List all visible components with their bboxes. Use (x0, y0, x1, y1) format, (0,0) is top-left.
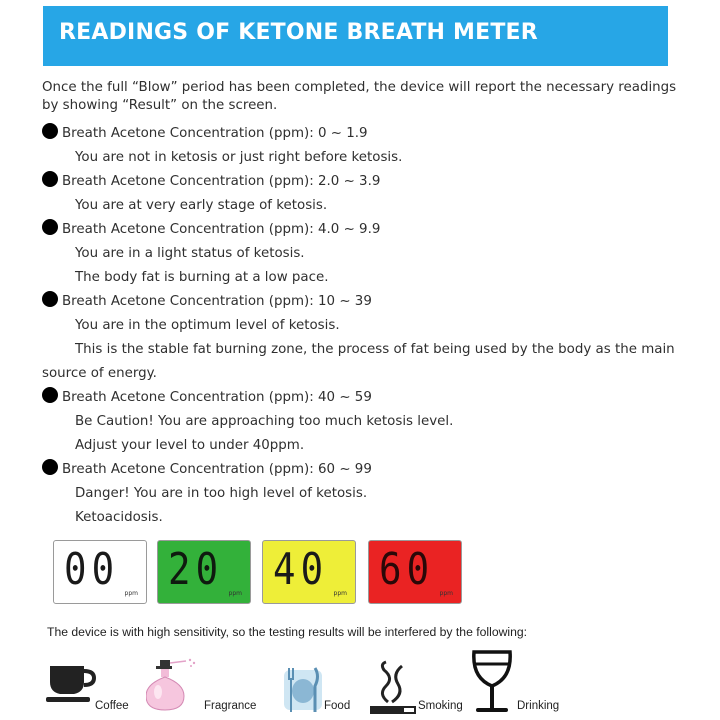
reading-line: You are at very early stage of ketosis. (75, 198, 328, 213)
display-unit: ppm (439, 590, 453, 597)
bullet-icon (42, 171, 58, 187)
cigarette-icon (368, 660, 418, 716)
reading-line: Ketoacidosis. (75, 510, 163, 525)
display-digits: 40 (273, 544, 329, 595)
perfume-bottle-icon (146, 656, 204, 712)
sensitivity-notice: The device is with high sensitivity, so the testing results will be interfered by the following: (47, 625, 528, 639)
lcd-display-00 (53, 540, 147, 604)
reading-line: Adjust your level to under 40ppm. (75, 438, 305, 453)
reading-label: Breath Acetone Concentration (ppm): 60 ~ 99 (62, 462, 372, 477)
reading-label: Breath Acetone Concentration (ppm): 40 ~ 59 (62, 390, 372, 405)
reading-item (42, 458, 682, 530)
reading-line: The body fat is burning at a low pace. (75, 270, 329, 285)
reading-item (42, 122, 682, 170)
wine-glass-icon (470, 648, 514, 718)
interference-label-coffee: Coffee (95, 700, 129, 712)
lcd-display-20 (157, 540, 251, 604)
bullet-icon (42, 459, 58, 475)
bullet-icon (42, 219, 58, 235)
bullet-icon (42, 387, 58, 403)
display-digits: 60 (379, 544, 435, 595)
coffee-cup-icon (46, 660, 98, 706)
page-title: READINGS OF KETONE BREATH METER (59, 20, 538, 45)
lcd-display-60 (368, 540, 462, 604)
display-unit: ppm (228, 590, 242, 597)
reading-line: You are not in ketosis or just right before ketosis. (75, 150, 403, 165)
display-digits: 00 (64, 544, 120, 595)
reading-item (42, 290, 682, 386)
reading-label: Breath Acetone Concentration (ppm): 0 ~ 1.9 (62, 126, 368, 141)
interference-label-fragrance: Fragrance (204, 700, 257, 712)
reading-label: Breath Acetone Concentration (ppm): 10 ~ 39 (62, 294, 372, 309)
bullet-icon (42, 123, 58, 139)
reading-line: This is the stable fat burning zone, the process of fat being used by the body as the main (75, 342, 675, 357)
reading-item (42, 218, 682, 290)
bullet-icon (42, 291, 58, 307)
reading-line: Be Caution! You are approaching too much ketosis level. (75, 414, 454, 429)
display-unit: ppm (333, 590, 347, 597)
reading-line: Danger! You are in too high level of ketosis. (75, 486, 368, 501)
reading-item (42, 386, 682, 458)
reading-line-continuation: source of energy. (42, 366, 157, 381)
display-digits: 20 (168, 544, 224, 595)
interference-label-drinking: Drinking (517, 700, 560, 712)
reading-label: Breath Acetone Concentration (ppm): 4.0 ~ 9.9 (62, 222, 381, 237)
title-banner (43, 6, 668, 66)
fork-knife-plate-icon (282, 664, 324, 716)
interference-label-food: Food (324, 700, 351, 712)
reading-line: You are in a light status of ketosis. (75, 246, 305, 261)
reading-label: Breath Acetone Concentration (ppm): 2.0 ~ 3.9 (62, 174, 381, 189)
lcd-display-40 (262, 540, 356, 604)
reading-item (42, 170, 682, 218)
interference-label-smoking: Smoking (418, 700, 463, 712)
reading-line: You are in the optimum level of ketosis. (75, 318, 340, 333)
intro-paragraph: Once the full “Blow” period has been completed, the device will report the necessary readings by showing “Result” on the screen. (42, 80, 677, 113)
display-unit: ppm (124, 590, 138, 597)
